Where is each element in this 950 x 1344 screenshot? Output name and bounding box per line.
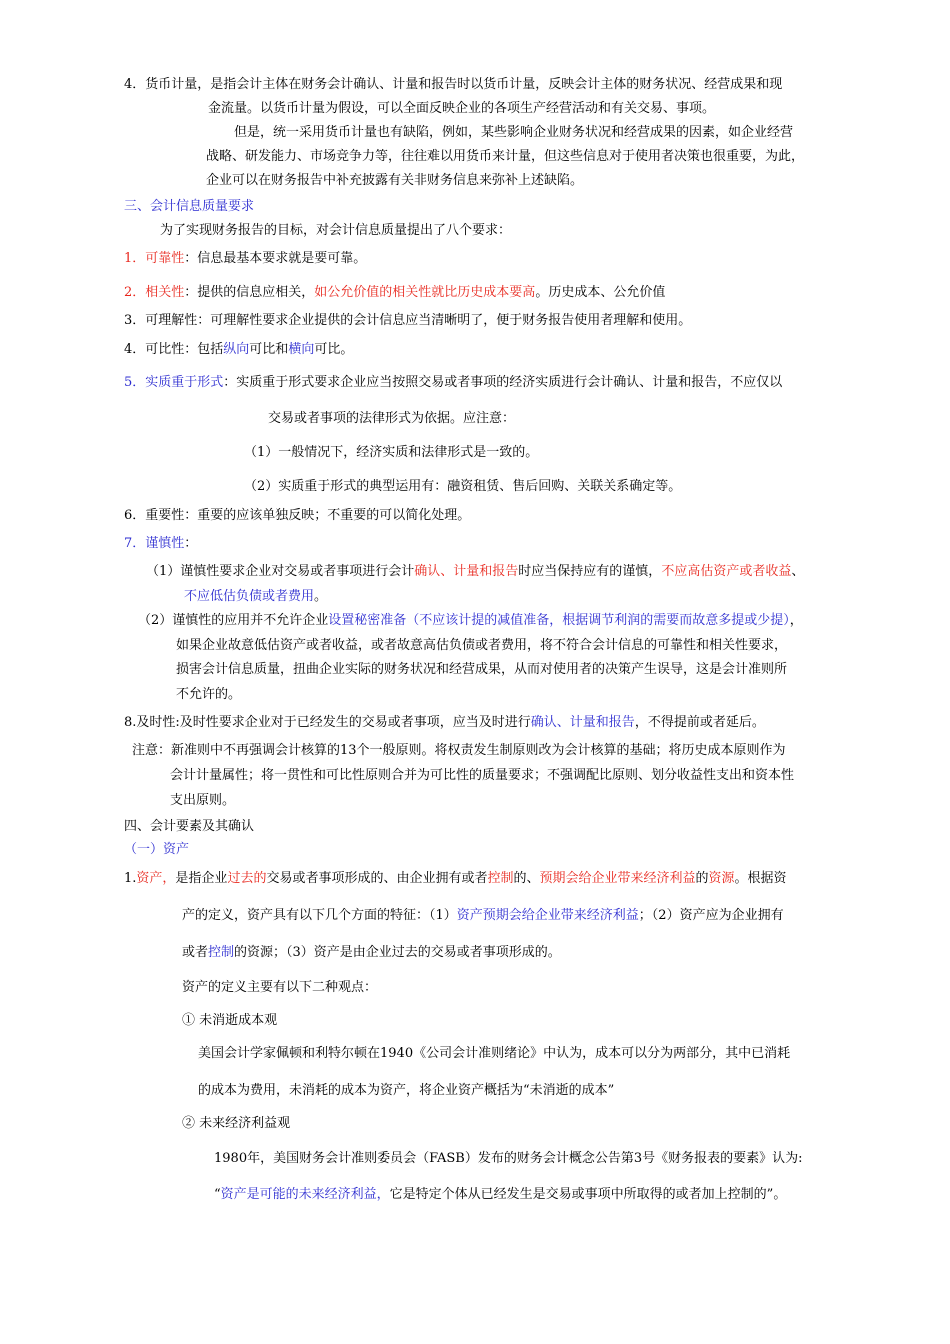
text-line xyxy=(198,1082,614,1100)
text-line xyxy=(176,637,787,655)
body-text: 战略、研发能力、市场竞争力等，往往难以用货币来计量，但这些信息对于使用者决策也很重要，为此， xyxy=(206,149,805,164)
body-text: 会计计量属性；将一贯性和可比性原则合并为可比性的质量要求；不强调配比原则、划分收益性支出和资本性 xyxy=(170,768,795,783)
text-line xyxy=(214,1186,786,1204)
body-text: 3．可理解性：可理解性要求企业提供的会计信息应当清晰明了，便于财务报告使用者理解和使用。 xyxy=(124,313,692,328)
body-text: 。历史成本、公允价值 xyxy=(535,285,666,300)
text-line xyxy=(124,341,353,359)
body-text: ：提供的信息应相关， xyxy=(184,285,315,300)
text-line xyxy=(124,374,782,392)
highlight-blue-text: 纵向 xyxy=(223,342,250,357)
body-text: 四、会计要素及其确认 xyxy=(124,819,255,834)
text-line xyxy=(244,444,538,462)
highlight-red-text: 1．可靠性 xyxy=(124,251,185,266)
body-text: 。 xyxy=(314,589,328,604)
body-text: 。根据资 xyxy=(734,871,787,886)
highlight-blue-text: 确认、计量和报告 xyxy=(530,715,635,730)
body-text: 4．可比性：包括 xyxy=(124,342,224,357)
body-text: 它是特定个体从已经发生是交易或事项中所取得的或者加上控制的”。 xyxy=(389,1187,787,1202)
text-line xyxy=(160,222,511,240)
highlight-red-text: 资源 xyxy=(708,871,735,886)
text-line xyxy=(176,686,241,704)
highlight-blue-text: 控制 xyxy=(208,945,235,960)
highlight-blue-text: （一）资产 xyxy=(124,842,190,857)
text-line xyxy=(124,507,470,525)
body-text: 的成本为费用，未消耗的成本为资产，将企业资产概括为“未消逝的成本” xyxy=(198,1083,615,1098)
text-line xyxy=(182,907,784,925)
body-text: ： xyxy=(184,536,198,551)
body-text: 交易或者事项的法律形式为依据。应注意： xyxy=(268,411,516,426)
text-line xyxy=(198,1045,790,1063)
body-text: “ xyxy=(214,1187,221,1202)
body-text: 损害会计信息质量，扭曲企业实际的财务状况和经营成果，从而对使用者的决策产生误导，这是会计准则所 xyxy=(176,662,788,677)
body-text: 的 xyxy=(695,871,709,886)
text-line xyxy=(244,478,681,496)
text-line xyxy=(124,76,782,94)
body-text: 或者 xyxy=(182,945,209,960)
body-text: ：信息最基本要求就是要可靠。 xyxy=(184,251,367,266)
text-line xyxy=(124,870,787,888)
body-text: 时应当保持应有的谨慎， xyxy=(518,564,662,579)
body-text: ， xyxy=(789,613,803,628)
body-text: ，不得提前或者延后。 xyxy=(634,715,765,730)
body-text: 可比。 xyxy=(314,342,354,357)
highlight-blue-text: 资产是可能的未来经济利益， xyxy=(220,1187,390,1202)
body-text: 交易或者事项形成的、由企业拥有或者 xyxy=(266,871,488,886)
body-text: 资产的定义主要有以下二种观点： xyxy=(182,980,378,995)
body-text: ② 未来经济利益观 xyxy=(182,1116,291,1131)
text-line xyxy=(124,198,254,216)
text-line xyxy=(124,312,691,330)
text-line xyxy=(124,841,189,859)
body-text: 的资源；（3）资产是由企业过去的交易或者事项形成的。 xyxy=(234,945,561,960)
text-line xyxy=(170,792,235,810)
highlight-blue-text: 5．实质重于形式 xyxy=(124,375,224,390)
highlight-blue-text: 资产预期会给企业带来经济利益 xyxy=(456,908,639,923)
text-line xyxy=(124,284,665,302)
body-text: 企业可以在财务报告中补充披露有关非财务信息来弥补上述缺陷。 xyxy=(206,173,584,188)
text-line xyxy=(214,1150,802,1168)
text-line xyxy=(206,172,583,190)
body-text: 如果企业故意低估资产或者收益，或者故意高估负债或者费用，将不符合会计信息的可靠性和相关性要求， xyxy=(176,638,788,653)
highlight-red-text: 不应高估资产或者收益 xyxy=(661,564,792,579)
highlight-red-text: 预期会给企业带来经济利益 xyxy=(539,871,696,886)
highlight-red-text: 如公允价值的相关性就比历史成本要高 xyxy=(314,285,536,300)
body-text: 是指企业 xyxy=(175,871,228,886)
body-text: 、 xyxy=(791,564,805,579)
text-line xyxy=(268,410,515,428)
body-text: 不允许的。 xyxy=(176,687,242,702)
text-line xyxy=(138,612,803,630)
body-text: ① 未消逝成本观 xyxy=(182,1013,278,1028)
text-line xyxy=(182,979,377,997)
body-text: 4．货币计量，是指会计主体在财务会计确认、计量和报告时以货币计量，反映会计主体的财务状况、经营成果和现 xyxy=(124,77,783,92)
highlight-blue-text: 设置秘密准备（不应该计提的减值准备，根据调节利润的需要而故意多提或少提） xyxy=(328,613,790,628)
highlight-red-text: 确认、计量和报告 xyxy=(414,564,519,579)
highlight-blue-text: 不应低估负债或者费用 xyxy=(184,589,315,604)
body-text: 1980年，美国财务会计准则委员会（FASB）发布的财务会计概念公告第3号《财务报表的要素》认为: xyxy=(214,1151,803,1166)
highlight-red-text: 过去的 xyxy=(227,871,267,886)
body-text: 产的定义，资产具有以下几个方面的特征：（1） xyxy=(182,908,457,923)
text-line xyxy=(206,148,804,166)
highlight-blue-text: 横向 xyxy=(288,342,315,357)
text-line xyxy=(124,714,765,732)
body-text: 金流量。以货币计量为假设，可以全面反映企业的各项生产经营活动和有关交易、事项。 xyxy=(208,101,716,116)
text-line xyxy=(182,1115,290,1133)
body-text: 的、 xyxy=(513,871,540,886)
text-line xyxy=(176,661,787,679)
body-text: ：实质重于形式要求企业应当按照交易或者事项的经济实质进行会计确认、计量和报告，不应仅以 xyxy=(223,375,783,390)
body-text: （2）实质重于形式的典型运用有：融资租赁、售后回购、关联关系确定等。 xyxy=(244,479,682,494)
highlight-red-text: 2．相关性 xyxy=(124,285,185,300)
text-line xyxy=(124,535,197,553)
body-text: 6．重要性：重要的应该单独反映；不重要的可以简化处理。 xyxy=(124,508,471,523)
text-line xyxy=(132,742,786,760)
body-text: ；（2）资产应为企业拥有 xyxy=(638,908,784,923)
body-text: （1）一般情况下，经济实质和法律形式是一致的。 xyxy=(244,445,539,460)
text-line xyxy=(208,100,715,118)
text-line xyxy=(170,767,794,785)
body-text: 但是，统一采用货币计量也有缺陷，例如，某些影响企业财务状况和经营成果的因素，如企业经营 xyxy=(234,125,794,140)
body-text: （2）谨慎性的应用并不允许企业 xyxy=(138,613,329,628)
body-text: 美国会计学家佩顿和利特尔顿在1940《公司会计准则绪论》中认为，成本可以分为两部分，其中已消耗 xyxy=(198,1046,791,1061)
text-line xyxy=(234,124,793,142)
body-text: （1）谨慎性要求企业对交易或者事项进行会计 xyxy=(146,564,415,579)
body-text: 8.及时性:及时性要求企业对于已经发生的交易或者事项，应当及时进行 xyxy=(124,715,531,730)
highlight-blue-text: 三、会计信息质量要求 xyxy=(124,199,255,214)
highlight-red-text: 控制 xyxy=(487,871,514,886)
text-line xyxy=(124,250,366,268)
text-line xyxy=(182,1012,277,1030)
body-text: 1. xyxy=(124,871,137,886)
highlight-blue-text: 7．谨慎性 xyxy=(124,536,185,551)
body-text: 支出原则。 xyxy=(170,793,236,808)
text-line xyxy=(146,563,804,581)
body-text: 为了实现财务报告的目标，对会计信息质量提出了八个要求： xyxy=(160,223,512,238)
text-line xyxy=(182,944,561,962)
text-line xyxy=(124,818,254,836)
highlight-red-text: 资产， xyxy=(136,871,176,886)
text-line xyxy=(184,588,327,606)
body-text: 注意：新准则中不再强调会计核算的13个一般原则。将权责发生制原则改为会计核算的基础；将历史成本原则作为 xyxy=(132,743,786,758)
body-text: 可比和 xyxy=(249,342,289,357)
